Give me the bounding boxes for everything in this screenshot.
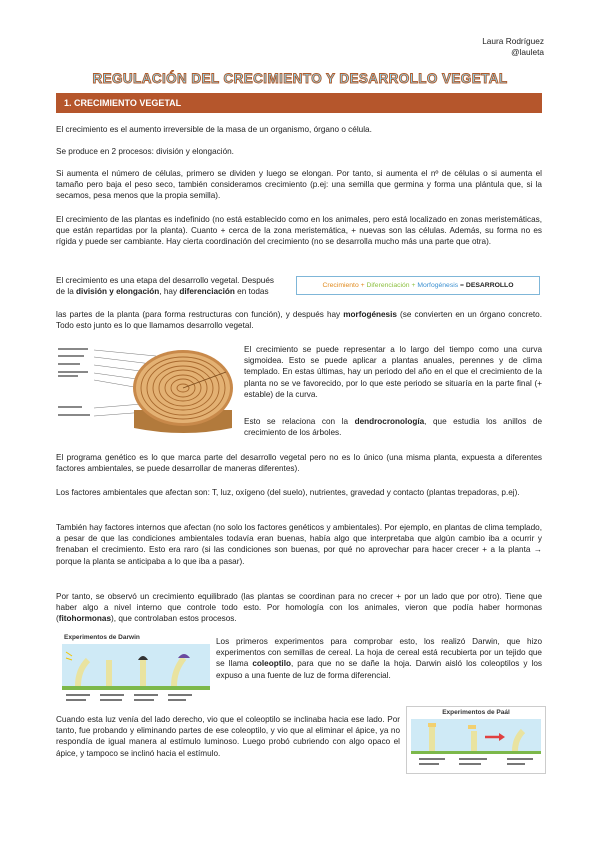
page-title: REGULACIÓN DEL CRECIMIENTO Y DESARROLLO VEGETAL <box>92 71 508 86</box>
text-span: , hay <box>159 287 178 297</box>
development-flow-box <box>296 276 540 295</box>
paragraph-dendrochronology <box>244 416 542 438</box>
text-span: Por tanto, se observó un crecimiento equilibrado (las plantas se coordinan para no crecer + por un lado que por otro). Tiene que haber algo a nivel interno que controle todo esto. Por homología con los animales, vieron que podía haber hormonas ( <box>56 592 542 624</box>
paragraph-phytohormones <box>56 591 542 625</box>
tree-rings-illustration <box>56 342 236 438</box>
darwin-experiments-illustration <box>62 644 210 712</box>
bold-term-morphogenesis: morfogénesis <box>343 310 397 319</box>
darwin-experiments-figure <box>62 634 210 712</box>
flow-result: DESARROLLO <box>465 282 514 289</box>
flow-step-growth: Crecimiento <box>322 282 359 289</box>
paal-experiments-figure <box>406 706 546 774</box>
tree-rings-figure <box>56 342 236 438</box>
author-block <box>482 36 544 58</box>
text-span: ), que controlaban estos procesos. <box>111 614 237 624</box>
paragraph-sigmoid: El crecimiento se puede representar a lo largo del tiempo como una curva sigmoidea. Esto se puede aplicar a plantas anuales, perennes y de clima templado. En estas últimas, hay un periodo del año en el que el crecimiento de la planta no se ve favorecido, por lo que este periodo se situaría en la parte final (+ estable) de la curva. <box>244 345 542 399</box>
paal-figure-title: Experimentos de Paál <box>442 709 510 716</box>
author-name: Laura Rodríguez <box>482 36 544 46</box>
paragraph-cells: Si aumenta el número de células, primero se dividen y luego se elongan. Por tanto, si aumenta el nº de células o si aumenta el tamaño pero baja el peso seco, también consideramos crecimiento (p.ej: una semilla que germina y forma una plántula que, si la secamos, pesa menos que la propia semilla). <box>56 169 542 201</box>
paal-experiments-illustration <box>411 719 541 771</box>
paragraph-environmental-factors: Los factores ambientales que afectan son: T, luz, oxígeno (del suelo), nutrientes, gravedad y contacto (plantas trepadoras, p.ej). <box>56 488 520 497</box>
flow-equals: = <box>460 282 465 289</box>
bold-term-differentiation: diferenciación <box>179 287 235 297</box>
bold-term-phytohormones: fitohormonas <box>58 614 112 624</box>
author-handle: @lauleta <box>511 47 544 57</box>
paragraph-darwin <box>216 636 542 681</box>
paragraph-genetic-program: El programa genético es lo que marca parte del desarrollo vegetal pero no es lo único (una misma planta, expuesta a diferentes factores ambientales, se puede desarrollar de maneras diferentes). <box>56 453 542 474</box>
bold-term-coleoptile: coleoptilo <box>252 659 291 669</box>
flow-plus: + <box>411 282 416 289</box>
darwin-figure-title: Experimentos de Darwin <box>64 634 140 641</box>
flow-step-differentiation: Diferenciación <box>366 282 410 289</box>
paragraph-indefinite: El crecimiento de las plantas es indefinido (no está establecido como en los animales, pero está localizado en zonas meristemáticas, que están repartidas por la planta). Cuanto + cerca de la zona meristemática, + nuevas son las células. Además, su forma no es rígida y puede ser cambiante. Hay cierta coordinación del crecimiento (no se desarrolla mucho más una parte que otra). <box>56 215 542 247</box>
paragraph-development-start <box>56 275 282 297</box>
text-span: (se convierten en un órgano concreto. Todo esto junto es lo que llamamos desarrollo vegetal. <box>56 310 542 331</box>
paragraph-light-response: Cuando esta luz venía del lado derecho, vio que el coleoptilo se inclinaba hacia ese lado. Por tanto, fue probando y eliminando partes de ese coleoptilo, y vio que al eliminar el ápice, ya no respondía de igual manera al estímulo luminoso. Luego probó cubriendo con algo opaco el ápice, y tampoco se inclinó hacia el estímulo. <box>56 715 400 758</box>
text-span: Los primeros experimentos para comprobar esto, los realizó Darwin, que hizo experimentos con semillas de cereal. La hoja de cereal está recubierta por un tejido que se llama <box>216 637 542 669</box>
section-title: 1. CRECIMIENTO VEGETAL <box>64 98 182 108</box>
paragraph-development-end <box>56 309 542 331</box>
bold-term-dendrochronology: dendrocronología <box>354 417 425 426</box>
text-span: las partes de la planta (para forma restructuras con función), y después hay <box>56 310 341 319</box>
text-span: El crecimiento es una etapa del desarrollo vegetal. Después de la <box>56 276 275 297</box>
paragraph-internal-factors: También hay factores internos que afectan (no solo los factores genéticos y ambientales). Por ejemplo, en plantas de clima templado, a pesar de que las condiciones ambientales todavía eran buenas, había algo que interpretaba que algún cambio iba a ocurrir y frenaban el crecimiento. Esto era raro (si las condiciones son buenas, por qué no aprovechar para hacer crecer + a la planta → porque la planta se anticipaba a lo que iba a pasar). <box>56 523 542 566</box>
text-span: , que estudia los anillos de crecimiento de los árboles. <box>244 417 542 438</box>
flow-step-morphogenesis: Morfogénesis <box>417 282 459 289</box>
paragraph-processes: Se produce en 2 procesos: división y elongación. <box>56 147 234 156</box>
paragraph-definition: El crecimiento es el aumento irreversible de la masa de un organismo, órgano o célula. <box>56 125 372 134</box>
text-span: , para que no se dañe la hoja. Darwin aisló los coleoptilos y los expuso a una fuente de luz de forma diferencial. <box>216 659 542 680</box>
bold-term-division: división y elongación <box>76 287 160 297</box>
section-header <box>56 93 542 113</box>
text-span: Esto se relaciona con la <box>244 417 349 426</box>
flow-plus: + <box>360 282 365 289</box>
text-span: en todas <box>237 287 269 297</box>
